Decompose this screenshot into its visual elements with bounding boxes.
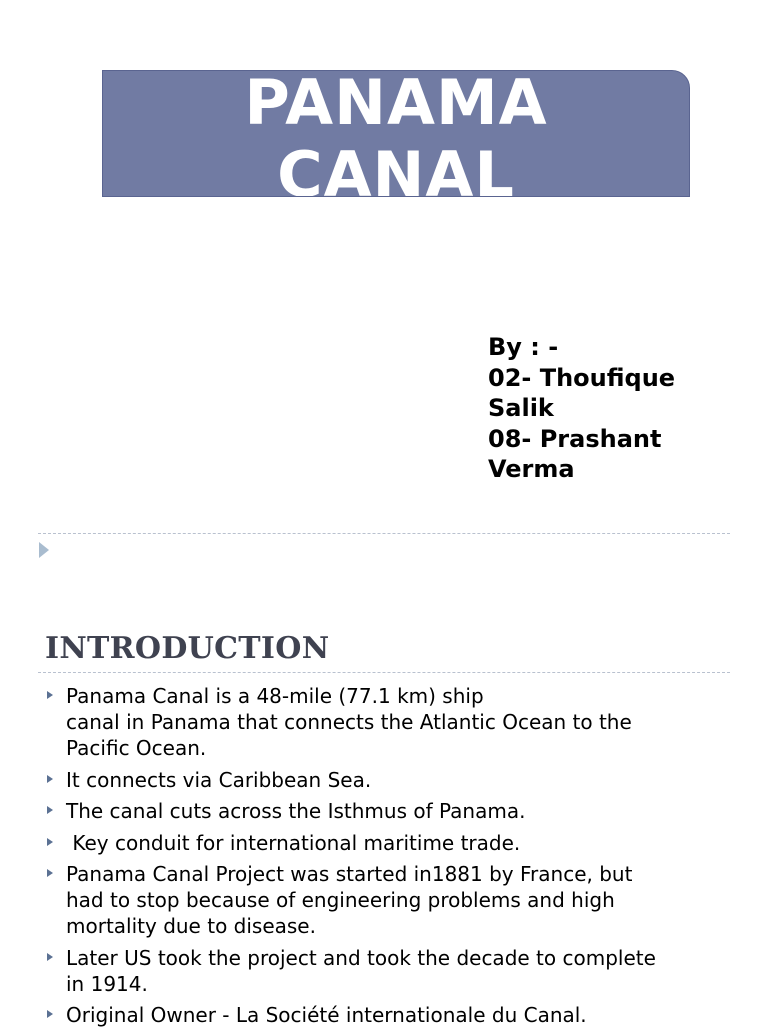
author-line: Salik: [488, 394, 554, 422]
author-line: 02- Thoufique: [488, 363, 676, 392]
bullet-arrow-icon: [47, 953, 53, 961]
author-line: 08- Prashant: [488, 424, 662, 453]
bullet-line: It connects via Caribbean Sea.: [66, 767, 372, 792]
bullet-item: [45, 945, 725, 997]
bullet-line: Original Owner - La Société internationale du Canal.: [66, 1003, 587, 1027]
bullet-line: canal in Panama that connects the Atlantic Ocean to the: [66, 710, 632, 734]
bullet-line: mortality due to disease.: [66, 914, 316, 938]
heading-divider: [38, 672, 730, 673]
bullet-line: Panama Canal Project was started in1881 by France, but: [66, 862, 633, 886]
bullet-item: [45, 830, 725, 856]
bullet-line: Later US took the project and took the decade to complete: [66, 945, 656, 970]
title-line-2: CANAL: [277, 138, 515, 197]
slide-divider: [38, 533, 730, 534]
bullet-arrow-icon: [47, 869, 53, 877]
author-block: [488, 332, 718, 485]
author-line: Verma: [488, 455, 575, 483]
bullet-line: Panama Canal is a 48-mile (77.1 km) ship: [66, 684, 484, 708]
bullet-arrow-icon: [47, 1010, 53, 1018]
bullet-arrow-icon: [47, 775, 53, 783]
title-banner: [102, 70, 690, 197]
title-line-1: PANAMA: [244, 70, 548, 139]
bullet-arrow-icon: [47, 806, 53, 814]
bullet-item: [45, 798, 725, 824]
bullet-arrow-icon: [47, 838, 53, 846]
slide-title: [103, 70, 689, 197]
bullet-line: had to stop because of engineering problems and high: [66, 888, 615, 912]
bullet-item: [45, 683, 725, 761]
section-heading: INTRODUCTION: [45, 631, 330, 666]
author-line: By : -: [488, 333, 559, 361]
bullet-item: [45, 861, 725, 939]
bullet-list: [45, 683, 725, 1034]
bullet-arrow-icon: [47, 691, 53, 699]
slide-marker-icon: [39, 542, 49, 558]
bullet-item: [45, 767, 725, 793]
bullet-line: in 1914.: [66, 971, 148, 996]
bullet-line: Pacific Ocean.: [66, 736, 207, 760]
bullet-line: Key conduit for international maritime trade.: [66, 830, 521, 855]
bullet-line: The canal cuts across the Isthmus of Panama.: [66, 799, 526, 823]
bullet-item: [45, 1002, 725, 1028]
